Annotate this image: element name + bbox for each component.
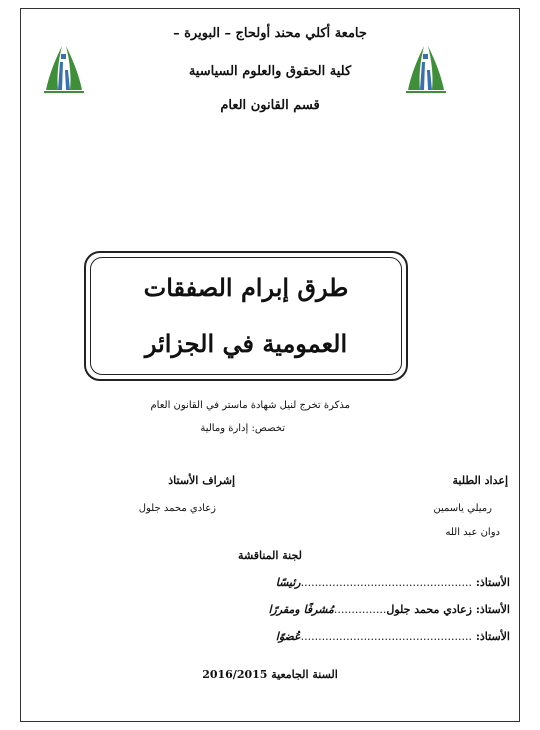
university-name: جامعة أكلي محند أولحاج – البويرة –	[173, 26, 367, 41]
committee-role: عُضوًا	[275, 630, 301, 643]
department-name: قسم القانون العام	[220, 98, 320, 113]
committee-role: رئيسًا	[275, 576, 301, 589]
committee-row-member	[276, 630, 510, 643]
committee-prefix: الأستاذ:	[475, 603, 510, 616]
committee-dots: .................................................	[300, 630, 472, 643]
thesis-title-line-2: العمومية في الجزائر	[144, 329, 348, 358]
academic-year: السنة الجامعية 2016/2015	[202, 668, 338, 681]
supervisor-name: زعادي محمد جلول	[138, 503, 216, 514]
supervisor-label: إشراف الأستاذ	[168, 474, 235, 487]
committee-dots: ...............	[333, 603, 387, 616]
thesis-title-line-1: طرق إبرام الصفقات	[143, 273, 349, 302]
committee-label: لجنة المناقشة	[238, 549, 302, 562]
committee-dots: .................................................	[300, 576, 472, 589]
committee-prefix: الأستاذ:	[475, 576, 510, 589]
committee-member-name: زعادي محمد جلول	[386, 603, 472, 616]
committee-row-president	[276, 576, 510, 589]
committee-prefix: الأستاذ:	[475, 630, 510, 643]
specialty: تخصص: إدارة ومالية	[200, 423, 285, 434]
student-name-2: دوان عبد الله	[445, 527, 500, 538]
committee-row-supervisor	[268, 603, 510, 616]
faculty-name: كلية الحقوق والعلوم السياسية	[188, 64, 352, 79]
committee-role: مُشرفًا ومقررًا	[268, 603, 334, 616]
title-box	[84, 251, 408, 381]
student-name-1: رميلي ياسمين	[433, 503, 492, 514]
memo-description: مذكرة تخرج لنيل شهادة ماستر في القانون العام	[150, 400, 350, 411]
students-label: إعداد الطلبة	[452, 474, 508, 487]
